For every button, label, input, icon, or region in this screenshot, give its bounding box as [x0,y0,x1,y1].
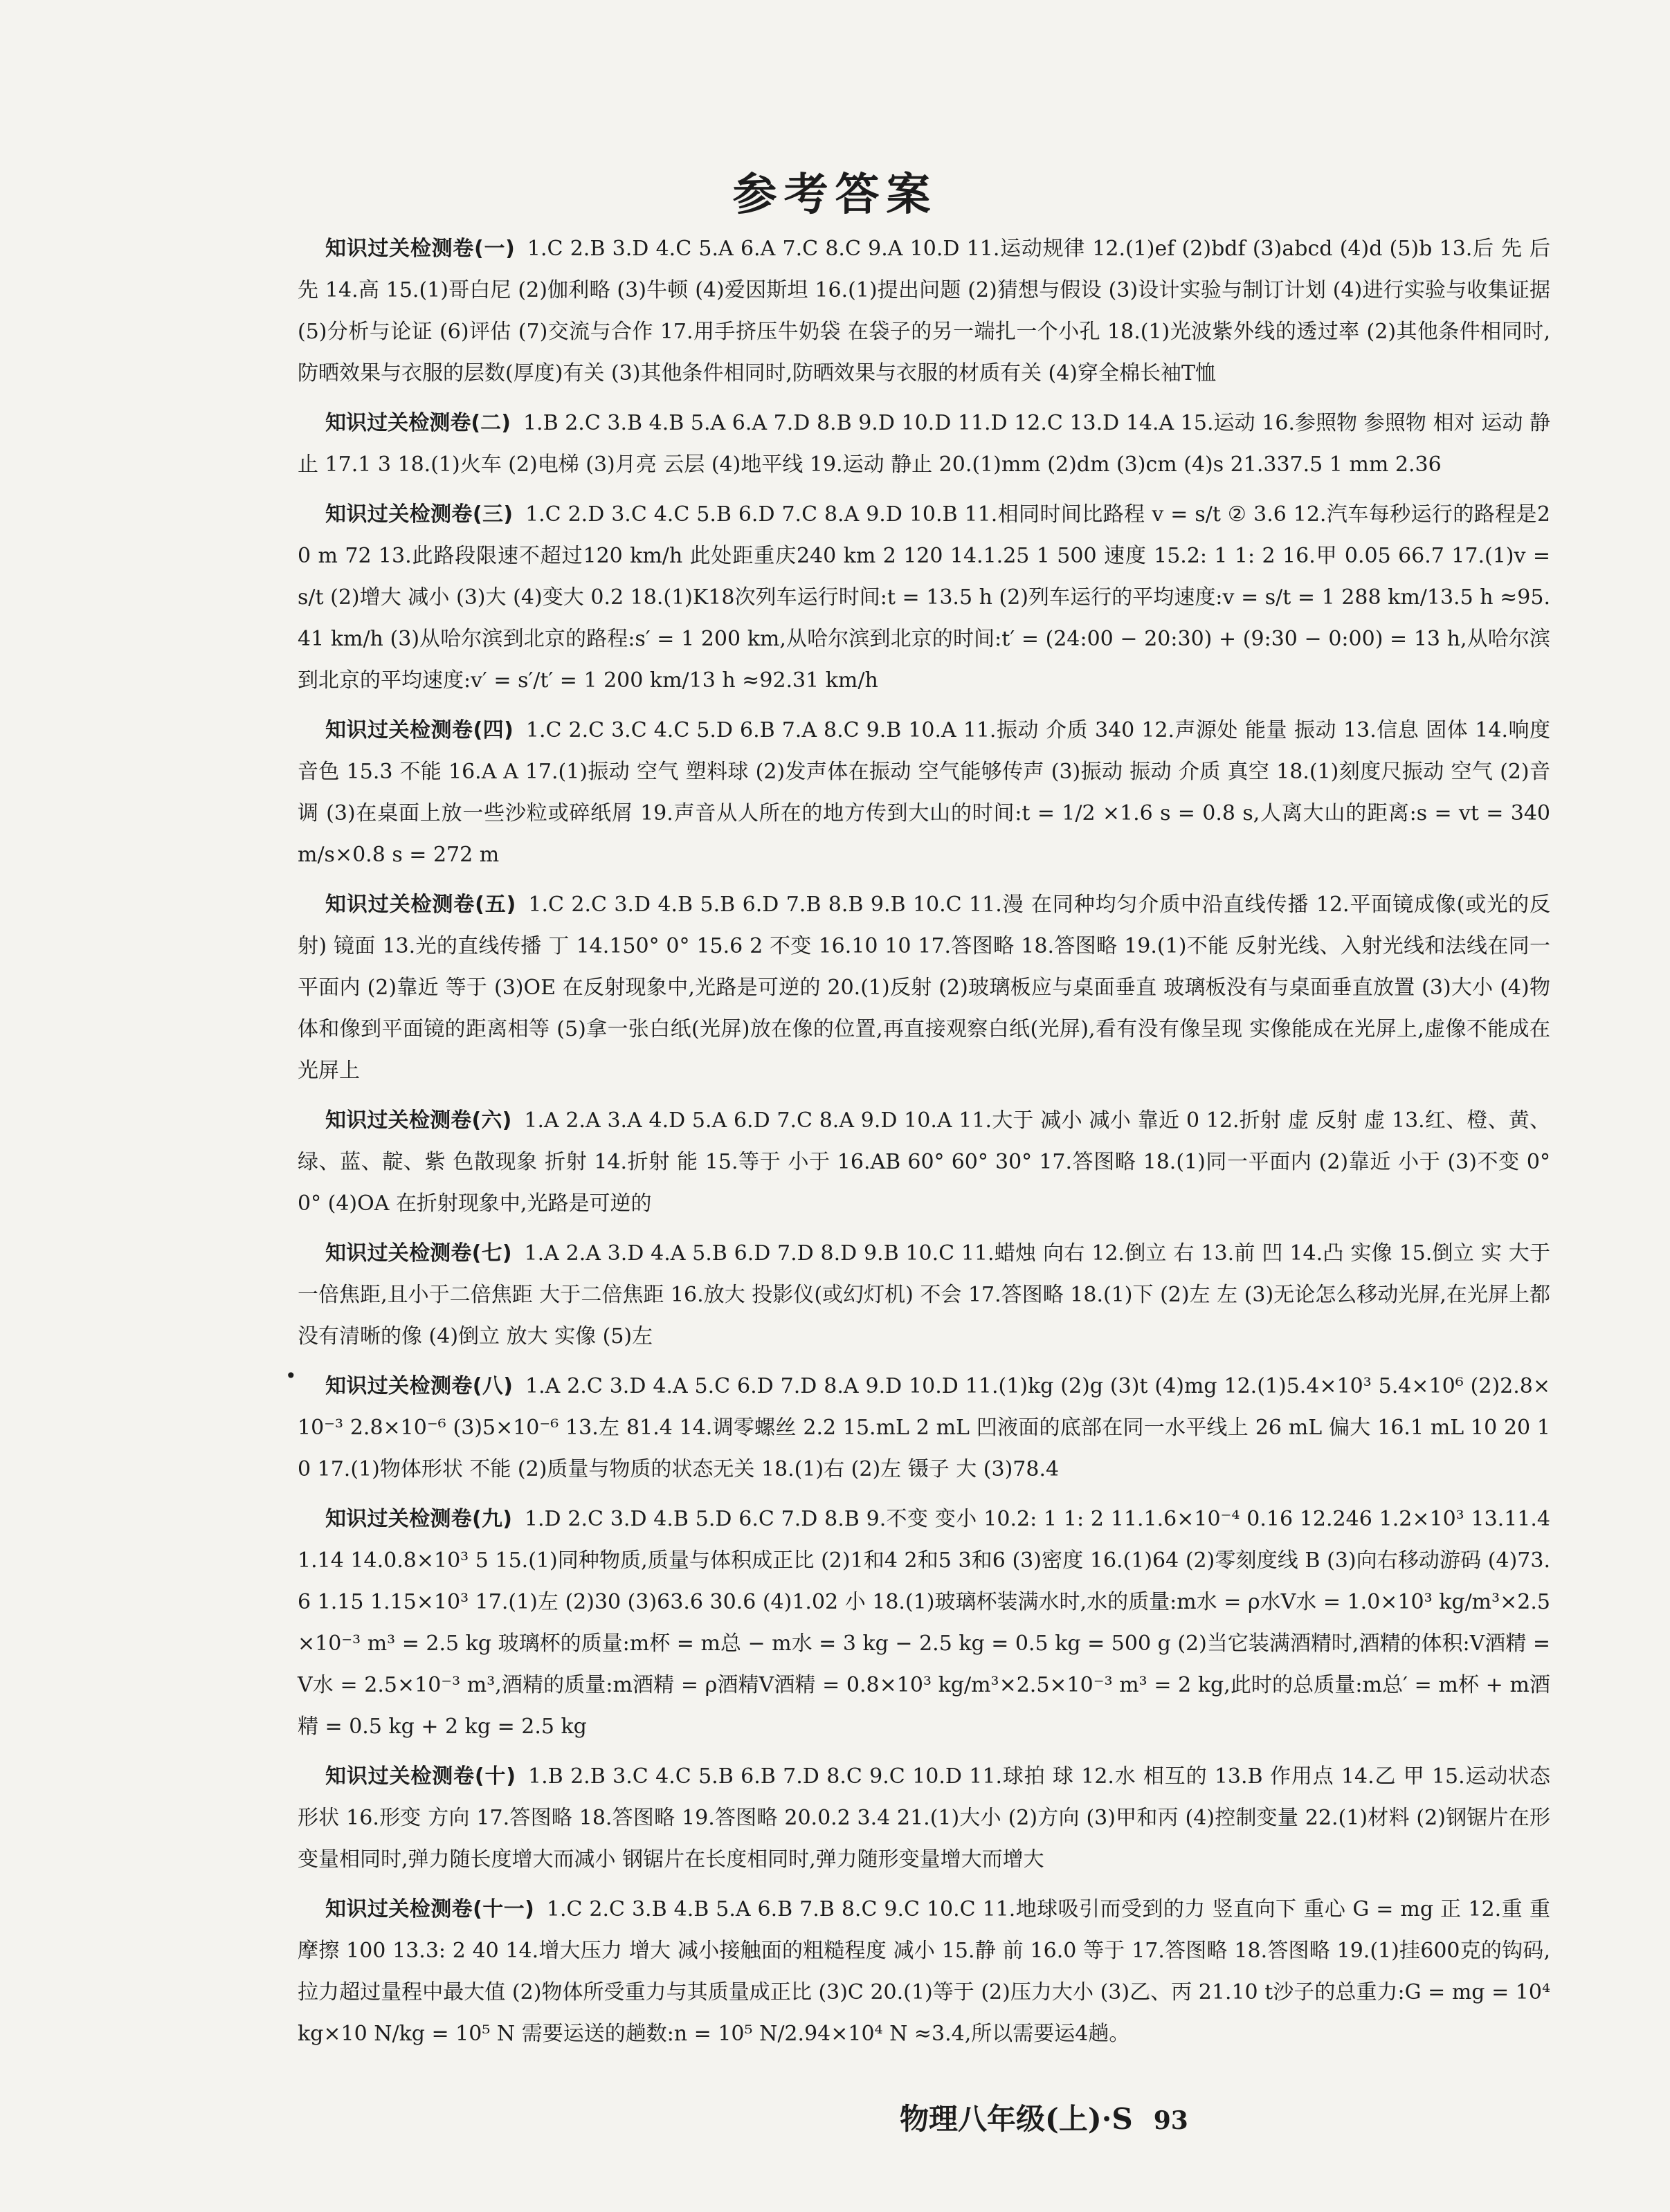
section-heading: 知识过关检测卷(一) [325,237,515,261]
section-body: 1.A 2.A 3.A 4.D 5.A 6.D 7.C 8.A 9.D 10.A 11.大于 减小 减小 靠近 0 12.折射 虚 反射 虚 13.红、橙、黄、绿、蓝、靛、紫 色散现象 折射 14.折射 能 15.等于 小于 16.AB 60° 60° 30° 17.答图略 18.(1)同一平面内 (2)靠近 小于 (3)不变 0° 0° (4)OA 在折射现象中,光路是可逆的 [298,1108,1550,1216]
section-1 [298,228,1550,394]
margin-dot: • [285,1364,297,1387]
section-body: 1.A 2.A 3.D 4.A 5.B 6.D 7.D 8.D 9.B 10.C 11.蜡烛 向右 12.倒立 右 13.前 凹 14.凸 实像 15.倒立 实 大于一倍焦距,且小于二倍焦距 大于二倍焦距 16.放大 投影仪(或幻灯机) 不会 17.答图略 18.(1)下 (2)左 左 (3)无论怎么移动光屏,在光屏上都没有清晰的像 (4)倒立 放大 实像 (5)左 [298,1241,1551,1349]
section-body: 1.C 2.B 3.D 4.C 5.A 6.A 7.C 8.C 9.A 10.D 11.运动规律 12.(1)ef (2)bdf (3)abcd (4)d (5)b 13.后 先 后 先 14.高 15.(1)哥白尼 (2)伽利略 (3)牛顿 (4)爱因斯坦 16.(1)提出问题 (2)猜想与假设 (3)设计实验与制订计划 (4)进行实验与收集证据 (5)分析与论证 (6)评估 (7)交流与合作 17.用手挤压牛奶袋 在袋子的另一端扎一个小孔 18.(1)光波紫外线的透过率 (2)其他条件相同时,防晒效果与衣服的层数(厚度)有关 (3)其他条件相同时,防晒效果与衣服的材质有关 (4)穿全棉长袖T恤 [298,237,1550,385]
section-heading: 知识过关检测卷(十) [325,1764,516,1789]
section-body: 1.C 2.D 3.C 4.C 5.B 6.D 7.C 8.A 9.D 10.B 11.相同时间比路程 v = s/t ② 3.6 12.汽车每秒运行的路程是20 m 72 13.此路段限速不超过120 km/h 此处距重庆240 km 2 120 14.1.25 1 500 速度 15.2: 1 1: 2 16.甲 0.05 66.7 17.(1)v = s/t (2)增大 减小 (3)大 (4)变大 0.2 18.(1)K18次列车运行时间:t = 13.5 h (2)列车运行的平均速度:v = s/t = 1 288 km/13.5 h ≈95.41 km/h (3)从哈尔滨到北京的路程:s′ = 1 200 km,从哈尔滨到北京的时间:t′ = (24:00 − 20:30) + (9:30 − 0:00) = 13 h,从哈尔滨到北京的平均速度:v′ = s′/t′ = 1 200 km/13 h ≈92.31 km/h [298,502,1550,693]
section-body: 1.A 2.C 3.D 4.A 5.C 6.D 7.D 8.A 9.D 10.D 11.(1)kg (2)g (3)t (4)mg 12.(1)5.4×10³ 5.4×10⁶ (2)2.8×10⁻³ 2.8×10⁻⁶ (3)5×10⁻⁶ 13.左 81.4 14.调零螺丝 2.2 15.mL 2 mL 凹液面的底部在同一水平线上 26 mL 偏大 16.1 mL 10 20 10 17.(1)物体形状 不能 (2)质量与物质的状态无关 18.(1)右 (2)左 镊子 大 (3)78.4 [298,1374,1551,1481]
section-10 [298,1756,1550,1881]
section-heading: 知识过关检测卷(十一) [325,1897,534,1921]
footer-label: 物理八年级(上)·S [900,2102,1133,2136]
section-body: 1.C 2.C 3.B 4.B 5.A 6.B 7.B 8.C 9.C 10.C 11.地球吸引而受到的力 竖直向下 重心 G = mg 正 12.重 重 摩擦 100 13.3: 2 40 14.增大压力 增大 减小接触面的粗糙程度 减小 15.静 前 16.0 等于 17.答图略 18.答图略 19.(1)挂600克的钩码,拉力超过量程中最大值 (2)物体所受重力与其质量成正比 (3)C 20.(1)等于 (2)压力大小 (3)乙、丙 21.10 t沙子的总重力:G = mg = 10⁴ kg×10 N/kg = 10⁵ N 需要运送的趟数:n = 10⁵ N/2.94×10⁴ N ≈3.4,所以需要运4趟。 [298,1897,1551,2046]
section-11 [298,1889,1550,2055]
section-heading: 知识过关检测卷(五) [325,893,516,917]
page-title: 参考答案 [732,169,938,221]
section-8 [298,1366,1550,1490]
section-6 [298,1100,1550,1225]
section-body: 1.D 2.C 3.D 4.B 5.D 6.C 7.D 8.B 9.不变 变小 10.2: 1 1: 2 11.1.6×10⁻⁴ 0.16 12.246 1.2×10³ 13.11.4 1.14 14.0.8×10³ 5 15.(1)同种物质,质量与体积成正比 (2)1和4 2和5 3和6 (3)密度 16.(1)64 (2)零刻度线 B (3)向右移动游码 (4)73.6 1.15 1.15×10³ 17.(1)左 (2)30 (3)63.6 30.6 (4)1.02 小 18.(1)玻璃杯装满水时,水的质量:m水 = ρ水V水 = 1.0×10³ kg/m³×2.5×10⁻³ m³ = 2.5 kg 玻璃杯的质量:m杯 = m总 − m水 = 3 kg − 2.5 kg = 0.5 kg = 500 g (2)当它装满酒精时,酒精的体积:V酒精 = V水 = 2.5×10⁻³ m³,酒精的质量:m酒精 = ρ酒精V酒精 = 0.8×10³ kg/m³×2.5×10⁻³ m³ = 2 kg,此时的总质量:m总′ = m杯 + m酒精 = 0.5 kg + 2 kg = 2.5 kg [298,1507,1551,1739]
section-4 [298,710,1550,876]
section-2 [298,403,1550,486]
section-heading: 知识过关检测卷(七) [325,1241,512,1265]
section-body: 1.C 2.C 3.D 4.B 5.B 6.D 7.B 8.B 9.B 10.C 11.漫 在同种均匀介质中沿直线传播 12.平面镜成像(或光的反射) 镜面 13.光的直线传播 丁 14.150° 0° 15.6 2 不变 16.10 10 17.答图略 18.答图略 19.(1)不能 反射光线、入射光线和法线在同一平面内 (2)靠近 等于 (3)OE 在反射现象中,光路是可逆的 20.(1)反射 (2)玻璃板应与桌面垂直 玻璃板没有与桌面垂直放置 (3)大小 (4)物体和像到平面镜的距离相等 (5)拿一张白纸(光屏)放在像的位置,再直接观察白纸(光屏),看有没有像呈现 实像能成在光屏上,虚像不能成在光屏上 [298,893,1551,1083]
section-heading: 知识过关检测卷(六) [325,1108,512,1133]
section-body: 1.B 2.B 3.C 4.C 5.B 6.B 7.D 8.C 9.C 10.D 11.球拍 球 12.水 相互的 13.B 作用点 14.乙 甲 15.运动状态 形状 16.形变 方向 17.答图略 18.答图略 19.答图略 20.0.2 3.4 21.(1)大小 (2)方向 (3)甲和丙 (4)控制变量 22.(1)材料 (2)钢锯片在形变量相同时,弹力随长度增大而减小 钢锯片在长度相同时,弹力随形变量增大而增大 [298,1764,1551,1872]
section-body: 1.B 2.C 3.B 4.B 5.A 6.A 7.D 8.B 9.D 10.D 11.D 12.C 13.D 14.A 15.运动 16.参照物 参照物 相对 运动 静止 17.1 3 18.(1)火车 (2)电梯 (3)月亮 云层 (4)地平线 19.运动 静止 20.(1)mm (2)dm (3)cm (4)s 21.337.5 1 mm 2.36 [298,411,1550,477]
section-5 [298,884,1550,1092]
section-body: 1.C 2.C 3.C 4.C 5.D 6.B 7.A 8.C 9.B 10.A 11.振动 介质 340 12.声源处 能量 振动 13.信息 固体 14.响度 音色 15.3 不能 16.A A 17.(1)振动 空气 塑料球 (2)发声体在振动 空气能够传声 (3)振动 振动 介质 真空 18.(1)刻度尺振动 空气 (2)音调 (3)在桌面上放一些沙粒或碎纸屑 19.声音从人所在的地方传到大山的时间:t = 1/2 ×1.6 s = 0.8 s,人离大山的距离:s = vt = 340 m/s×0.8 s = 272 m [298,718,1550,867]
section-heading: 知识过关检测卷(三) [325,502,514,527]
section-3 [298,494,1550,702]
page-footer [900,2096,1188,2138]
answer-content [298,228,1550,2063]
section-heading: 知识过关检测卷(二) [325,411,511,435]
section-heading: 知识过关检测卷(九) [325,1507,512,1531]
section-7 [298,1233,1550,1358]
section-heading: 知识过关检测卷(四) [325,718,514,742]
page-number: 93 [1153,2106,1188,2135]
section-9 [298,1499,1550,1748]
section-heading: 知识过关检测卷(八) [325,1374,513,1398]
